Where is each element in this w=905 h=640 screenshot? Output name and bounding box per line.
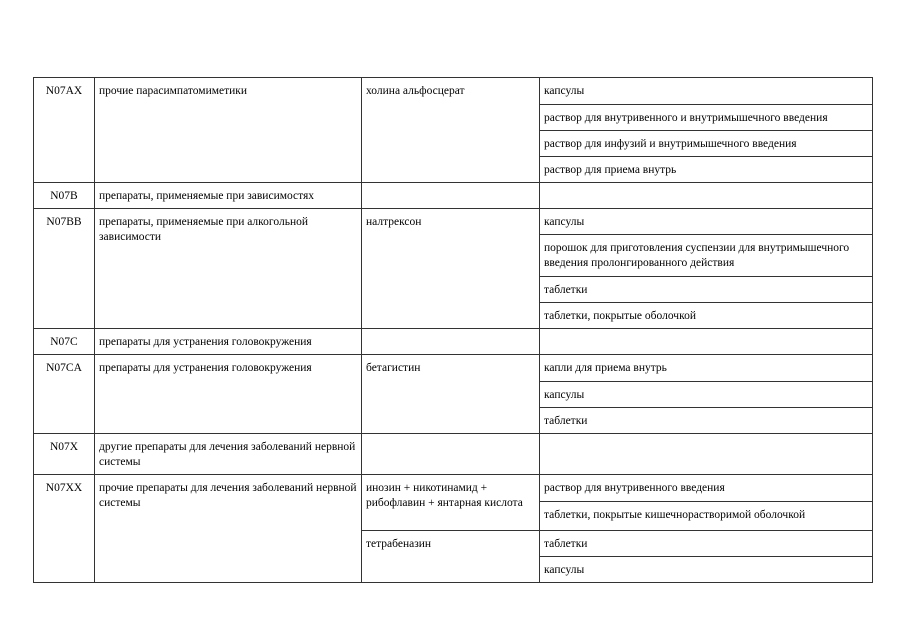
dosage-form: таблетки, покрытые кишечнорастворимой оболочкой <box>540 502 873 531</box>
drug-table <box>33 77 873 583</box>
table-row <box>34 78 873 105</box>
table-row <box>34 434 873 475</box>
substance: бетагистин <box>362 355 540 434</box>
substance: инозин + никотинамид + рибофлавин + янтарная кислота <box>362 475 540 531</box>
dosage-form: раствор для инфузий и внутримышечного введения <box>540 131 873 157</box>
dosage-form: таблетки <box>540 408 873 434</box>
dosage-form: капли для приема внутрь <box>540 355 873 382</box>
atc-group: препараты, применяемые при алкогольной зависимости <box>95 209 362 329</box>
atc-group: прочие парасимпатомиметики <box>95 78 362 183</box>
atc-group: другие препараты для лечения заболеваний нервной системы <box>95 434 362 475</box>
dosage-form: раствор для приема внутрь <box>540 157 873 183</box>
substance: тетрабеназин <box>362 531 540 583</box>
table-row <box>34 475 873 502</box>
dosage-form: капсулы <box>540 382 873 408</box>
substance <box>362 434 540 475</box>
dosage-form: раствор для внутривенного и внутримышечного введения <box>540 105 873 131</box>
dosage-form: капсулы <box>540 209 873 235</box>
dosage-form: таблетки <box>540 531 873 557</box>
substance <box>362 329 540 355</box>
dosage-form: раствор для внутривенного введения <box>540 475 873 502</box>
atc-code: N07BB <box>34 209 95 329</box>
substance: холина альфосцерат <box>362 78 540 183</box>
dosage-form <box>540 329 873 355</box>
substance: налтрексон <box>362 209 540 329</box>
dosage-form: порошок для приготовления суспензии для внутримышечного введения пролонгированного действия <box>540 235 873 277</box>
substance <box>362 183 540 209</box>
dosage-form: таблетки <box>540 277 873 303</box>
atc-code: N07B <box>34 183 95 209</box>
dosage-form: капсулы <box>540 78 873 105</box>
table-row <box>34 209 873 235</box>
dosage-form: таблетки, покрытые оболочкой <box>540 303 873 329</box>
dosage-form <box>540 434 873 475</box>
dosage-form <box>540 183 873 209</box>
table-row <box>34 355 873 382</box>
atc-group: препараты для устранения головокружения <box>95 329 362 355</box>
atc-code: N07CA <box>34 355 95 434</box>
atc-group: прочие препараты для лечения заболеваний нервной системы <box>95 475 362 583</box>
atc-code: N07XX <box>34 475 95 583</box>
dosage-form: капсулы <box>540 557 873 583</box>
atc-code: N07C <box>34 329 95 355</box>
atc-code: N07X <box>34 434 95 475</box>
atc-group: препараты для устранения головокружения <box>95 355 362 434</box>
atc-code: N07AX <box>34 78 95 183</box>
table-row <box>34 329 873 355</box>
table-row <box>34 183 873 209</box>
atc-group: препараты, применяемые при зависимостях <box>95 183 362 209</box>
